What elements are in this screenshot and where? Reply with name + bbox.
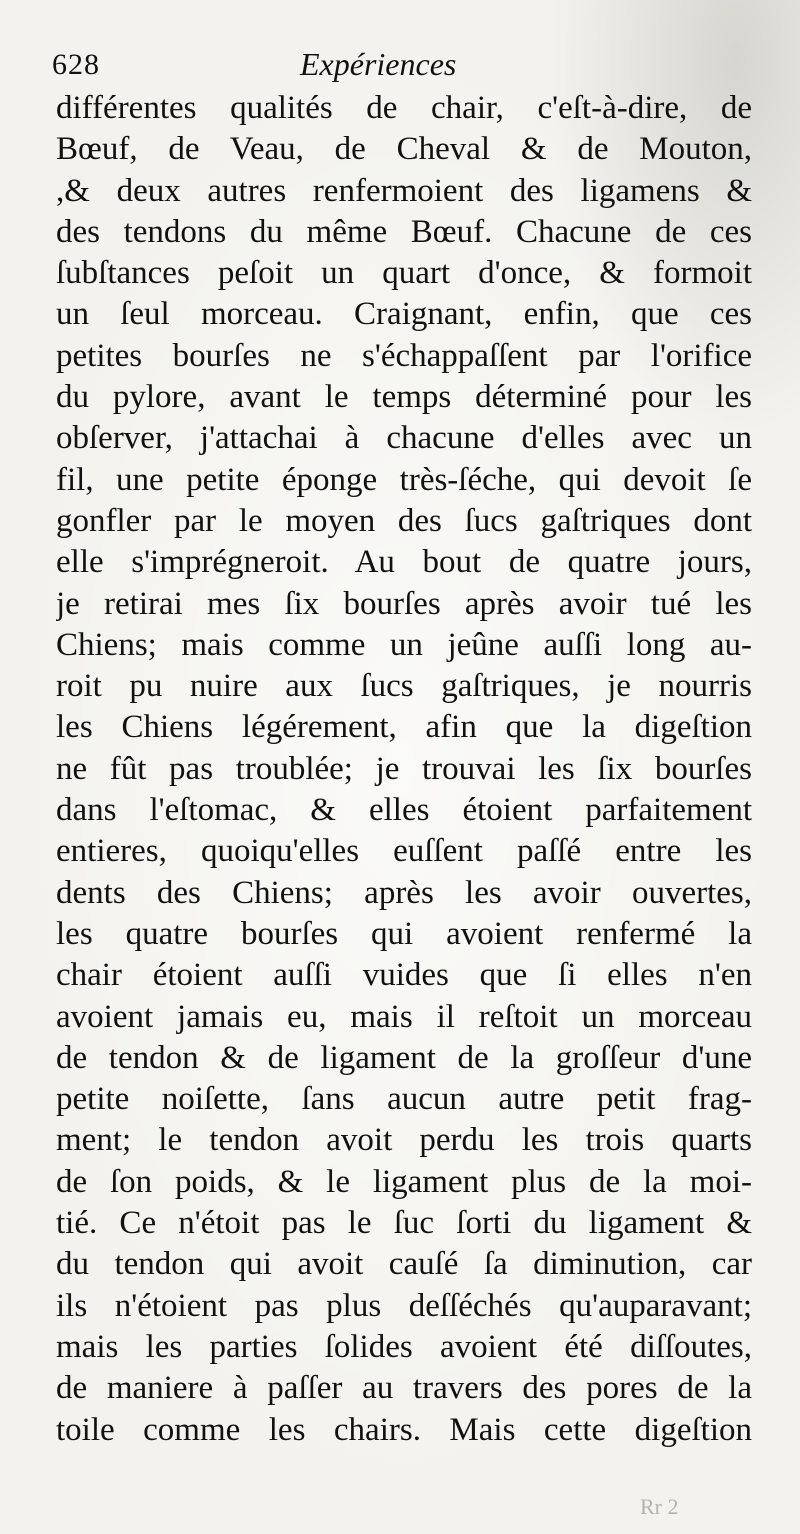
text-line: ne fût pas troublée; je trouvai les ſix bourſes	[56, 750, 752, 787]
text-line: toile comme les chairs. Mais cette digeſtion	[56, 1411, 752, 1448]
signature-mark: Rr 2	[640, 1494, 679, 1519]
text-line: petites bourſes ne s'échappaſſent par l'orifice	[56, 337, 752, 374]
text-line: de tendon & de ligament de la groſſeur d'une	[56, 1039, 752, 1076]
text-line: fil, une petite éponge très-ſéche, qui devoit ſe	[56, 461, 752, 498]
text-line: roit pu nuire aux ſucs gaſtriques, je nourris	[56, 668, 752, 705]
text-line: un ſeul morceau. Craignant, enfin, que ces	[56, 296, 752, 333]
text-line: obſerver, j'attachai à chacune d'elles avec un	[56, 420, 752, 457]
text-line: avoient jamais eu, mais il reſtoit un morceau	[56, 998, 752, 1035]
text-line: dents des Chiens; après les avoir ouvertes,	[56, 874, 752, 911]
text-line: ils n'étoient pas plus deſſéchés qu'auparavant;	[56, 1287, 752, 1324]
text-line: elle s'imprégneroit. Au bout de quatre jours,	[56, 544, 752, 581]
text-line: ſubſtances peſoit un quart d'once, & formoit	[56, 255, 752, 292]
text-line: du pylore, avant le temps déterminé pour les	[56, 379, 752, 416]
text-line: petite noiſette, ſans aucun autre petit frag-	[56, 1081, 752, 1118]
text-line: ,& deux autres renfermoient des ligamens &	[56, 172, 752, 209]
text-line: entieres, quoiqu'elles euſſent paſſé entre les	[56, 833, 752, 870]
text-line: dans l'eſtomac, & elles étoient parfaitement	[56, 792, 752, 829]
text-line: mais les parties ſolides avoient été diſſoutes,	[56, 1328, 752, 1365]
page-number: 628	[52, 48, 100, 81]
text-line: gonfler par le moyen des ſucs gaſtriques dont	[56, 502, 752, 539]
text-line: tié. Ce n'étoit pas le ſuc ſorti du ligament &	[56, 1205, 752, 1242]
text-line: chair étoient auſſi vuides que ſi elles n'en	[56, 957, 752, 994]
text-line: les quatre bourſes qui avoient renfermé la	[56, 915, 752, 952]
text-line: ment; le tendon avoit perdu les trois quarts	[56, 1122, 752, 1159]
text-line: les Chiens légérement, afin que la digeſtion	[56, 709, 752, 746]
text-line: je retirai mes ſix bourſes après avoir tué les	[56, 585, 752, 622]
text-line: Bœuf, de Veau, de Cheval & de Mouton,	[56, 131, 752, 168]
text-line: des tendons du même Bœuf. Chacune de ces	[56, 213, 752, 250]
text-line: de maniere à paſſer au travers des pores de la	[56, 1370, 752, 1407]
text-line: de ſon poids, & le ligament plus de la moi-	[56, 1163, 752, 1200]
running-head	[52, 42, 752, 88]
text-line: Chiens; mais comme un jeûne auſſi long au-	[56, 626, 752, 663]
text-line: différentes qualités de chair, c'eſt-à-dire, de	[56, 90, 752, 126]
text-line: du tendon qui avoit cauſé ſa diminution, car	[56, 1246, 752, 1283]
body-text	[56, 88, 752, 1451]
running-title: Expériences	[300, 46, 457, 82]
